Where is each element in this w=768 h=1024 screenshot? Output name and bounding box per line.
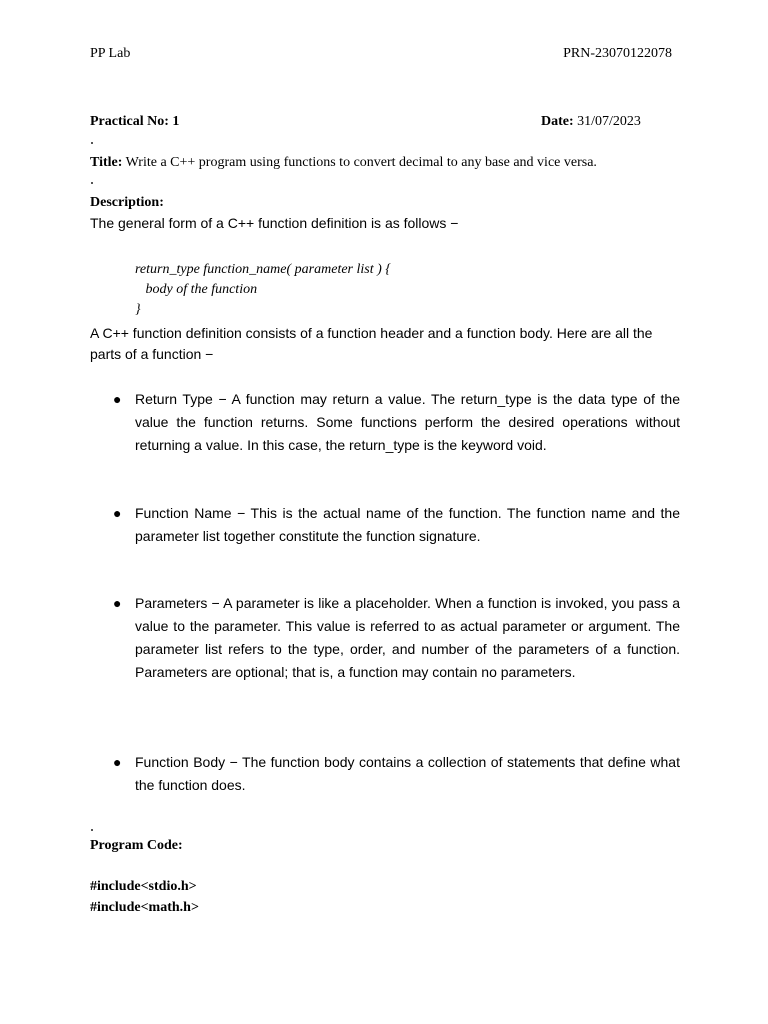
program-code-heading: Program Code: xyxy=(90,838,183,853)
bullet-glyph: ● xyxy=(113,391,122,407)
description-intro: The general form of a C++ function definition is as follows − xyxy=(90,215,459,231)
list-item xyxy=(113,751,680,797)
practical-number xyxy=(90,114,179,130)
title-text: Write a C++ program using functions to convert decimal to any base and vice versa. xyxy=(125,155,597,170)
bullet-glyph: ● xyxy=(113,505,122,521)
list-item xyxy=(113,502,680,548)
stray-mark xyxy=(91,829,93,831)
bullet-glyph: ● xyxy=(113,754,122,770)
stray-mark xyxy=(91,142,93,144)
practical-title xyxy=(90,155,597,171)
stray-mark xyxy=(91,182,93,184)
syntax-line: } xyxy=(135,302,141,317)
header-prn: PRN-23070122078 xyxy=(563,46,672,61)
include-line: #include<stdio.h> xyxy=(90,879,197,894)
list-item xyxy=(113,592,680,684)
list-item-text: Function Name − This is the actual name of the function. The function name and the parameter list together constitute the function signature. xyxy=(135,505,680,544)
practical-date xyxy=(541,114,641,130)
function-syntax-block xyxy=(135,260,391,320)
practical-value: 1 xyxy=(172,114,180,129)
list-item-text: Return Type − A function may return a value. The return_type is the data type of the value the function returns. Some functions perform the desired operations without returning a value. In this case, the return_type is the keyword void. xyxy=(135,391,680,453)
list-item-text: Function Body − The function body contains a collection of statements that define what the function does. xyxy=(135,754,680,793)
date-value: 31/07/2023 xyxy=(577,114,641,129)
description-heading: Description: xyxy=(90,195,164,210)
title-label: Title: xyxy=(90,155,123,170)
bullet-glyph: ● xyxy=(113,595,122,611)
function-parts-intro: A C++ function definition consists of a function header and a function body. Here are all the parts of a function − xyxy=(90,325,653,362)
header-course: PP Lab xyxy=(90,46,131,61)
include-line: #include<math.h> xyxy=(90,900,199,915)
list-item-text: Parameters − A parameter is like a placeholder. When a function is invoked, you pass a value to the parameter. This value is referred to as actual parameter or argument. The parameter list refers to the type, order, and number of the parameters of a function. Parameters are optional; that is, a function may contain no parameters. xyxy=(135,595,680,680)
syntax-line: body of the function xyxy=(135,282,258,297)
syntax-line: return_type function_name( parameter list ) { xyxy=(135,262,391,277)
list-item xyxy=(113,388,680,457)
practical-label: Practical No: xyxy=(90,114,169,129)
date-label: Date: xyxy=(541,114,574,129)
